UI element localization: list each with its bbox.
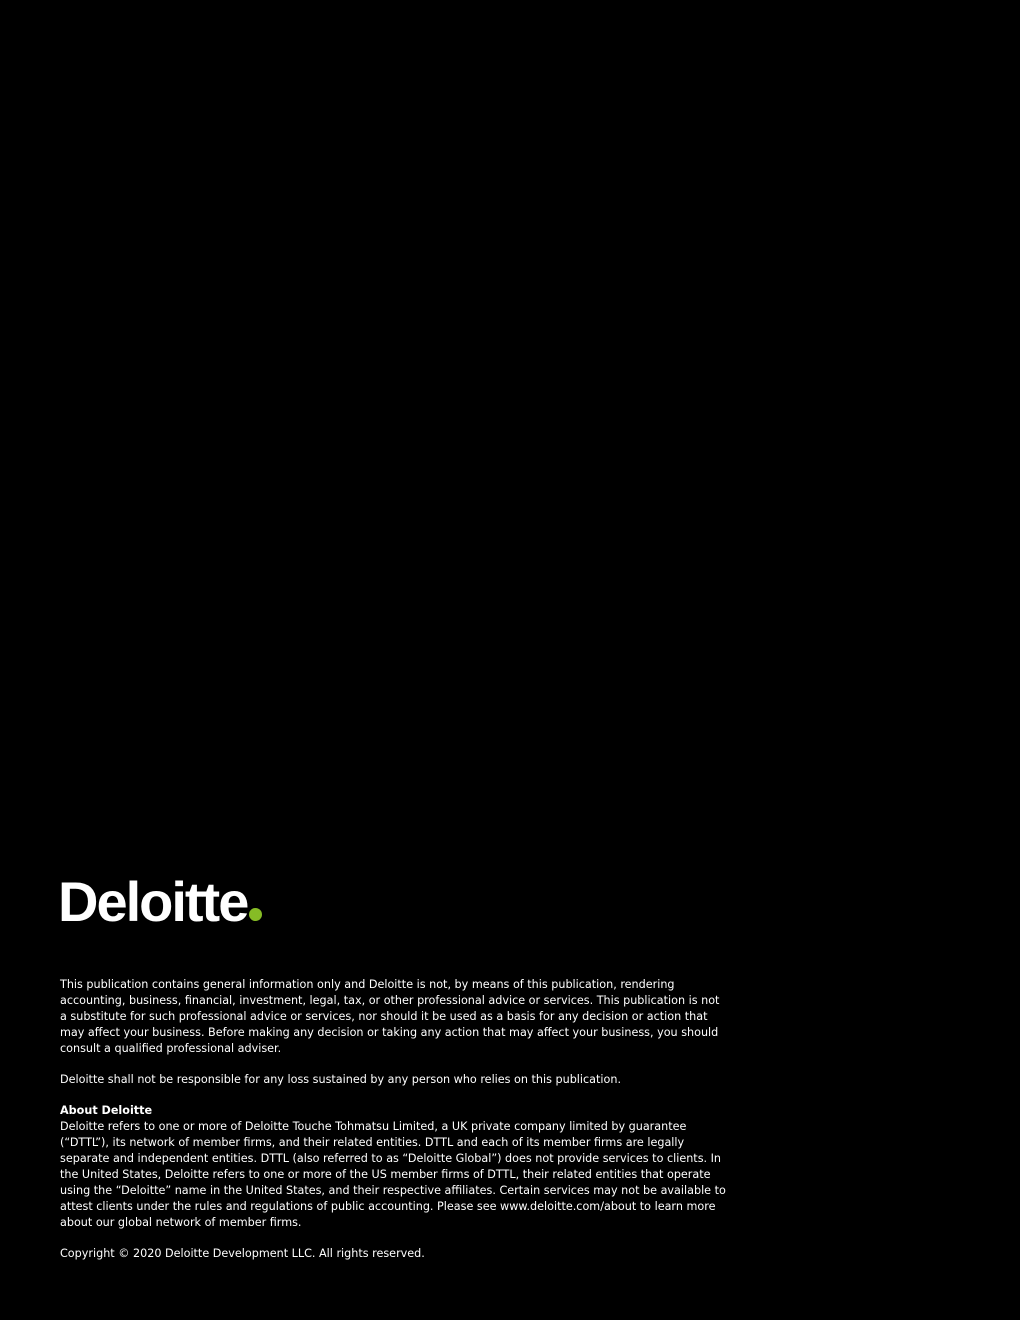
logo-green-dot	[249, 908, 262, 921]
logo-wordmark: Deloitte	[58, 870, 248, 933]
about-heading: About Deloitte	[60, 1104, 153, 1117]
copyright-notice: Copyright © 2020 Deloitte Development LLC. All rights reserved.	[60, 1247, 425, 1260]
liability-paragraph: Deloitte shall not be responsible for any loss sustained by any person who relies on this publication.	[60, 1073, 622, 1086]
deloitte-logo	[58, 872, 262, 932]
disclaimer-paragraph: This publication contains general information only and Deloitte is not, by means of this publication, rendering accounting, business, financial, investment, legal, tax, or other professional advice or services. This publication is not a substitute for such professional advice or services, nor should it be used as a basis for any decision or action that may affect your business. Before making any decision or taking any action that may affect your business, you should consult a qualified professional adviser.	[60, 978, 720, 1055]
legal-text-block	[60, 977, 728, 1277]
about-paragraph: Deloitte refers to one or more of Deloitte Touche Tohmatsu Limited, a UK private company limited by guarantee (“DTTL”), its network of member firms, and their related entities. DTTL and each of its member firms are legally separate and independent entities. DTTL (also referred to as “Deloitte Global”) does not provide services to clients. In the United States, Deloitte refers to one or more of the US member firms of DTTL, their related entities that operate using the “Deloitte” name in the United States, and their respective affiliates. Certain services may not be available to attest clients under the rules and regulations of public accounting. Please see www.deloitte.com/about to learn more about our global network of member firms.	[60, 1120, 726, 1229]
